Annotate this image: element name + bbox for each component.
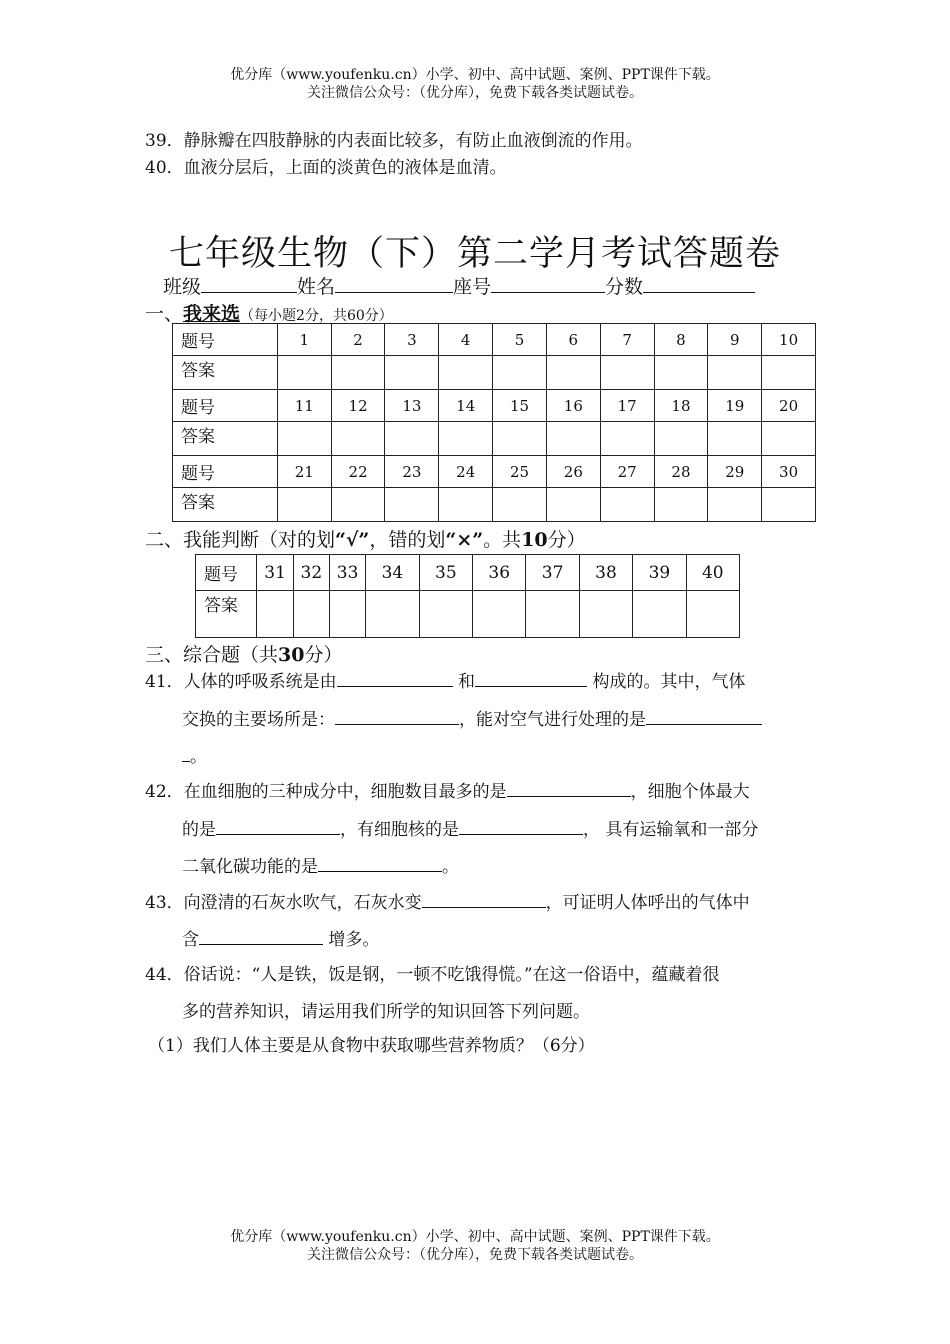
answer-cell[interactable] — [473, 591, 526, 638]
section-3-text-end: 分） — [304, 644, 343, 666]
answer-cell[interactable] — [329, 591, 365, 638]
q42-text-g: 。 — [442, 857, 459, 877]
question-42-line-1 — [145, 777, 750, 802]
question-number-cell: 13 — [385, 390, 439, 422]
answer-cell[interactable] — [708, 488, 762, 522]
q41-text-b: 和 — [458, 672, 476, 692]
answer-cell[interactable] — [385, 488, 439, 522]
section-2-text: 二、我能判断（对的划 — [145, 529, 336, 551]
answer-cell[interactable] — [633, 591, 686, 638]
answer-cell[interactable] — [600, 422, 654, 456]
q43-blank-2[interactable] — [199, 930, 323, 945]
question-39: 39．静脉瓣在四肢静脉的内表面比较多，有防止血液倒流的作用。 — [145, 131, 643, 151]
question-number-cell: 19 — [708, 390, 762, 422]
section-3-points: 30 — [278, 644, 305, 666]
choice-answer-table — [172, 323, 816, 522]
q42-text-f: 二氧化碳功能的是 — [182, 857, 318, 877]
table-label-answer: 答案 — [173, 488, 278, 522]
table-label-answer: 答案 — [173, 356, 278, 390]
header-line-2: 关注微信公众号：（优分库），免费下载各类试题试卷。 — [307, 85, 643, 101]
answer-cell[interactable] — [762, 356, 816, 390]
question-number-cell: 9 — [708, 324, 762, 356]
score-blank[interactable] — [643, 276, 755, 293]
answer-cell[interactable] — [654, 422, 708, 456]
question-number-cell: 29 — [708, 456, 762, 488]
q41-blank-4-cont[interactable] — [182, 747, 190, 762]
question-number-cell: 35 — [419, 555, 472, 591]
question-number-cell: 10 — [762, 324, 816, 356]
answer-cell[interactable] — [331, 488, 385, 522]
answer-cell[interactable] — [385, 356, 439, 390]
q41-blank-1[interactable] — [337, 672, 453, 687]
question-43-line-1 — [145, 888, 750, 913]
answer-cell[interactable] — [293, 591, 329, 638]
question-number-cell: 28 — [654, 456, 708, 488]
answer-cell[interactable] — [600, 356, 654, 390]
answer-cell[interactable] — [654, 356, 708, 390]
question-number-cell: 40 — [686, 555, 739, 591]
answer-cell[interactable] — [546, 422, 600, 456]
question-number-cell: 23 — [385, 456, 439, 488]
question-number-cell: 25 — [493, 456, 547, 488]
question-number-cell: 4 — [439, 324, 493, 356]
table-label-number: 题号 — [173, 456, 278, 488]
section-2-mark-wrong: “×” — [445, 529, 484, 551]
judge-answer-table — [195, 554, 740, 638]
answer-cell[interactable] — [257, 591, 293, 638]
question-number-cell: 38 — [579, 555, 632, 591]
answer-cell[interactable] — [277, 488, 331, 522]
question-number-cell: 37 — [526, 555, 579, 591]
question-number-cell: 20 — [762, 390, 816, 422]
table-label-answer: 答案 — [196, 591, 257, 638]
class-blank[interactable] — [201, 276, 297, 293]
question-number-cell: 36 — [473, 555, 526, 591]
page-footer — [0, 1228, 950, 1264]
question-number-cell: 30 — [762, 456, 816, 488]
question-number-cell: 39 — [633, 555, 686, 591]
answer-cell[interactable] — [526, 591, 579, 638]
answer-cell[interactable] — [366, 591, 419, 638]
question-40: 40．血液分层后，上面的淡黄色的液体是血清。 — [145, 158, 507, 178]
question-number-cell: 26 — [546, 456, 600, 488]
answer-cell[interactable] — [331, 356, 385, 390]
q42-text-e: ， 具有运输氧和一部分 — [583, 820, 759, 840]
answer-cell[interactable] — [579, 591, 632, 638]
q42-text-d: ，有细胞核的是 — [340, 820, 459, 840]
question-number-cell: 14 — [439, 390, 493, 422]
seat-label: 座号 — [453, 276, 492, 298]
answer-cell[interactable] — [331, 422, 385, 456]
question-number-cell: 2 — [331, 324, 385, 356]
q43-text-c: 含 — [182, 930, 199, 950]
name-blank[interactable] — [335, 276, 453, 293]
q41-blank-2[interactable] — [475, 672, 587, 687]
question-number-cell: 12 — [331, 390, 385, 422]
q41-blank-4[interactable] — [646, 710, 762, 725]
question-44-sub-1: （1）我们人体主要是从食物中获取哪些营养物质？（6分） — [148, 1036, 595, 1056]
seat-blank[interactable] — [491, 276, 605, 293]
question-number-cell: 24 — [439, 456, 493, 488]
question-number-cell: 27 — [600, 456, 654, 488]
answer-cell[interactable] — [762, 422, 816, 456]
q42-blank-2[interactable] — [216, 820, 340, 835]
q42-text-c: 的是 — [182, 820, 216, 840]
question-number-cell: 34 — [366, 555, 419, 591]
q43-text-a: 43．向澄清的石灰水吹气，石灰水变 — [145, 893, 422, 913]
q41-text-c: 构成的。其中，气体 — [592, 672, 746, 692]
q42-text-b: ，细胞个体最大 — [630, 782, 750, 802]
q41-text-e: ，能对空气进行处理的是 — [459, 710, 646, 730]
section-1-heading — [145, 299, 393, 326]
answer-cell[interactable] — [493, 422, 547, 456]
answer-cell[interactable] — [600, 488, 654, 522]
student-info-line — [163, 272, 755, 299]
question-43-line-2 — [182, 925, 379, 950]
section-1-number: 一、 — [145, 303, 184, 325]
question-42-line-3 — [182, 852, 459, 877]
footer-line-2: 关注微信公众号：（优分库），免费下载各类试题试卷。 — [307, 1247, 643, 1263]
question-number-cell: 8 — [654, 324, 708, 356]
answer-cell[interactable] — [708, 356, 762, 390]
answer-cell[interactable] — [439, 422, 493, 456]
q41-text-f: 。 — [190, 747, 207, 767]
section-2-mark-right: “√” — [335, 529, 370, 551]
section-3-heading — [145, 640, 342, 667]
section-1-title: 我来选 — [183, 303, 241, 325]
question-number-cell: 32 — [293, 555, 329, 591]
section-2-points: 10 — [521, 529, 548, 551]
class-label: 班级 — [163, 276, 202, 298]
q43-text-b: ，可证明人体呼出的气体中 — [545, 893, 750, 913]
question-number-cell: 33 — [329, 555, 365, 591]
score-label: 分数 — [605, 276, 644, 298]
question-number-cell: 16 — [546, 390, 600, 422]
table-label-answer: 答案 — [173, 422, 278, 456]
section-2-text-mid: ，错的划 — [369, 529, 446, 551]
q41-text-a: 41．人体的呼吸系统是由 — [145, 672, 337, 692]
question-number-cell: 15 — [493, 390, 547, 422]
footer-line-1: 优分库（www.youfenku.cn）小学、初中、高中试题、案例、PPT课件下载。 — [230, 1229, 720, 1245]
question-number-cell: 7 — [600, 324, 654, 356]
question-41-line-2 — [182, 705, 762, 730]
question-42-line-2 — [182, 815, 758, 840]
answer-cell[interactable] — [686, 591, 739, 638]
answer-cell[interactable] — [493, 356, 547, 390]
q42-blank-3[interactable] — [459, 820, 583, 835]
answer-cell[interactable] — [277, 422, 331, 456]
question-41-line-3 — [182, 742, 207, 767]
question-number-cell: 31 — [257, 555, 293, 591]
question-number-cell: 22 — [331, 456, 385, 488]
section-2-text-end: 。共 — [483, 529, 522, 551]
name-label: 姓名 — [297, 276, 336, 298]
answer-cell[interactable] — [493, 488, 547, 522]
answer-cell[interactable] — [762, 488, 816, 522]
q42-text-a: 42．在血细胞的三种成分中，细胞数目最多的是 — [145, 782, 507, 802]
section-3-text: 三、综合题（共 — [145, 644, 279, 666]
answer-cell[interactable] — [546, 356, 600, 390]
answer-cell[interactable] — [654, 488, 708, 522]
question-number-cell: 5 — [493, 324, 547, 356]
table-label-number: 题号 — [173, 324, 278, 356]
q42-blank-4[interactable] — [318, 857, 442, 872]
q43-blank-1[interactable] — [422, 893, 546, 908]
q41-text-d: 交换的主要场所是： — [182, 710, 335, 730]
question-41-line-1 — [145, 667, 745, 692]
answer-cell[interactable] — [546, 488, 600, 522]
page-header — [0, 66, 950, 102]
question-number-cell: 17 — [600, 390, 654, 422]
section-2-heading — [145, 525, 586, 552]
answer-cell[interactable] — [708, 422, 762, 456]
question-44-line-2: 多的营养知识，请运用我们所学的知识回答下列问题。 — [182, 1002, 590, 1022]
question-number-cell: 18 — [654, 390, 708, 422]
answer-cell[interactable] — [439, 356, 493, 390]
question-number-cell: 1 — [277, 324, 331, 356]
question-number-cell: 21 — [277, 456, 331, 488]
question-number-cell: 3 — [385, 324, 439, 356]
table-label-number: 题号 — [196, 555, 257, 591]
table-label-number: 题号 — [173, 390, 278, 422]
question-number-cell: 6 — [546, 324, 600, 356]
q43-text-d: 增多。 — [323, 930, 380, 950]
question-44-line-1: 44．俗话说：“人是铁，饭是钢，一顿不吃饿得慌。”在这一俗语中，蕴藏着很 — [145, 965, 720, 985]
page-title: 七年级生物（下）第二学月考试答题卷 — [168, 234, 781, 274]
section-2-text-unit: 分） — [547, 529, 586, 551]
answer-cell[interactable] — [385, 422, 439, 456]
q41-blank-3[interactable] — [335, 710, 459, 725]
section-1-note: （每小题2分，共60分） — [240, 308, 393, 324]
answer-cell[interactable] — [439, 488, 493, 522]
answer-cell[interactable] — [419, 591, 472, 638]
header-line-1: 优分库（www.youfenku.cn）小学、初中、高中试题、案例、PPT课件下载。 — [230, 67, 720, 83]
q42-blank-1[interactable] — [507, 782, 631, 797]
answer-cell[interactable] — [277, 356, 331, 390]
question-number-cell: 11 — [277, 390, 331, 422]
